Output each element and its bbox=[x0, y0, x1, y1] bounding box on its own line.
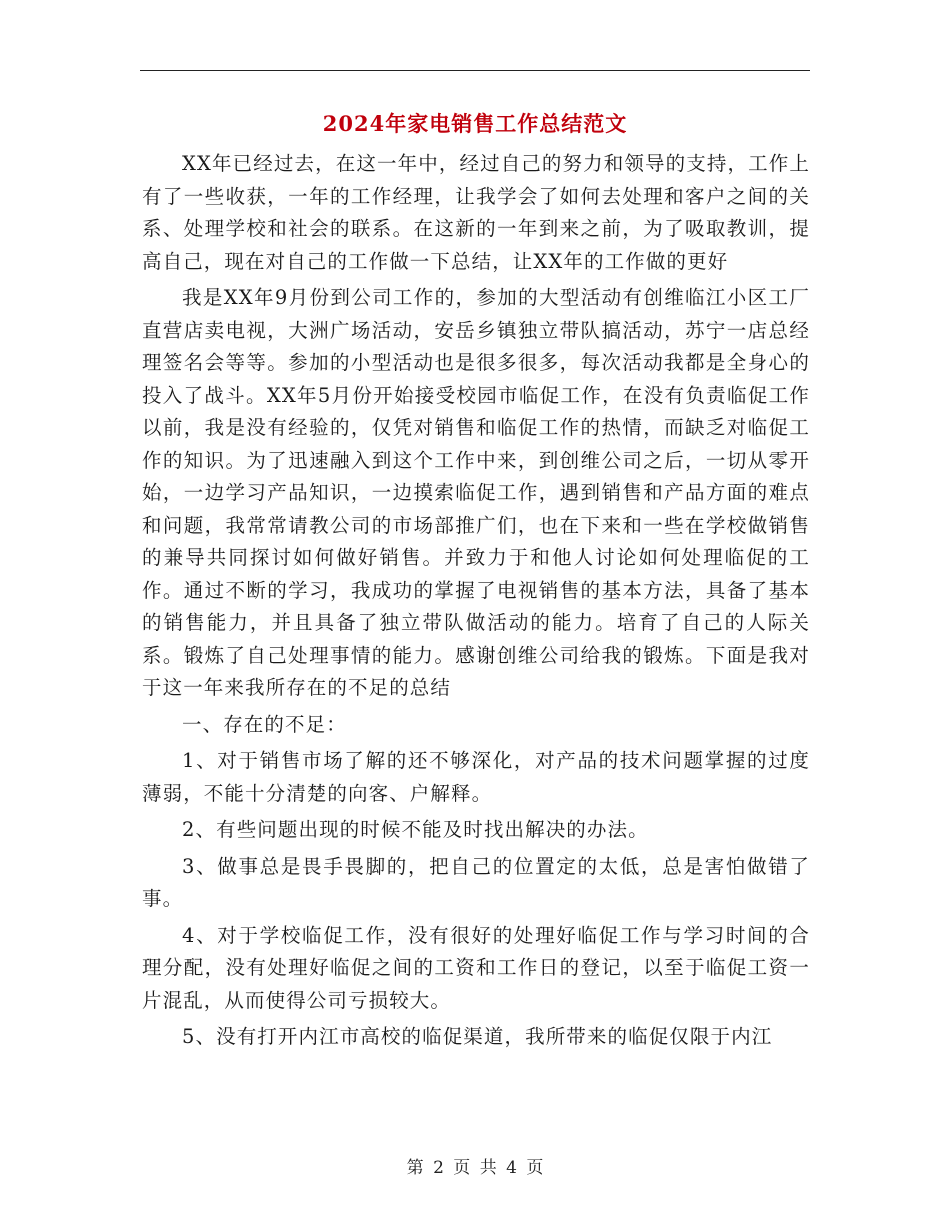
paragraph-intro: XX年已经过去，在这一年中，经过自己的努力和领导的支持，工作上有了一些收获，一年的工作经理，让我学会了如何去处理和客户之间的关系、处理学校和社会的联系。在这新的一年到来之前，为了吸取教训，提高自己，现在对自己的工作做一下总结，让XX年的工作做的更好 bbox=[142, 152, 810, 273]
list-item-2: 2、有些问题出现的时候不能及时找出解决的办法。 bbox=[182, 818, 649, 841]
paragraph-experience: 我是XX年9月份到公司工作的，参加的大型活动有创维临江小区工厂直营店卖电视，大洲广场活动，安岳乡镇独立带队搞活动，苏宁一店总经理签名会等等。参加的小型活动也是很多很多，每次活动我都是全身心的投入了战斗。XX年5月份开始接受校园市临促工作，在没有负责临促工作以前，我是没有经验的，仅凭对销售和临促工作的热情，而缺乏对临促工作的知识。为了迅速融入到这个工作中来，到创维公司之后，一切从零开始，一边学习产品知识，一边摸索临促工作，遇到销售和产品方面的难点和问题，我常常请教公司的市场部推广们，也在下来和一些在学校做销售的兼导共同探讨如何做好销售。并致力于和他人讨论如何处理临促的工作。通过不断的学习，我成功的掌握了电视销售的基本方法，具备了基本的销售能力，并且具备了独立带队做活动的能力。培育了自己的人际关系。锻炼了自己处理事情的能力。感谢创维公司给我的锻炼。下面是我对于这一年来我所存在的不足的总结 bbox=[142, 286, 810, 699]
header-rule bbox=[140, 70, 810, 71]
section-heading-shortcomings: 一、存在的不足： bbox=[182, 712, 347, 736]
document-body bbox=[142, 148, 810, 1054]
document-title: 2024年家电销售工作总结范文 bbox=[322, 111, 628, 136]
list-item-1: 1、对于销售市场了解的还不够深化，对产品的技术问题掌握的过度薄弱，不能十分清楚的向客、户解释。 bbox=[142, 749, 810, 805]
list-item-4: 4、对于学校临促工作，没有很好的处理好临促工作与学习时间的合理分配，没有处理好临促之间的工资和工作日的登记，以至于临促工资一片混乱，从而使得公司亏损较大。 bbox=[142, 923, 810, 1012]
page-footer: 第 2 页 共 4 页 bbox=[406, 1158, 544, 1178]
list-item-5: 5、没有打开内江市高校的临促渠道，我所带来的临促仅限于内江 bbox=[182, 1025, 773, 1048]
list-item-3: 3、做事总是畏手畏脚的，把自己的位置定的太低，总是害怕做错了事。 bbox=[142, 854, 810, 910]
